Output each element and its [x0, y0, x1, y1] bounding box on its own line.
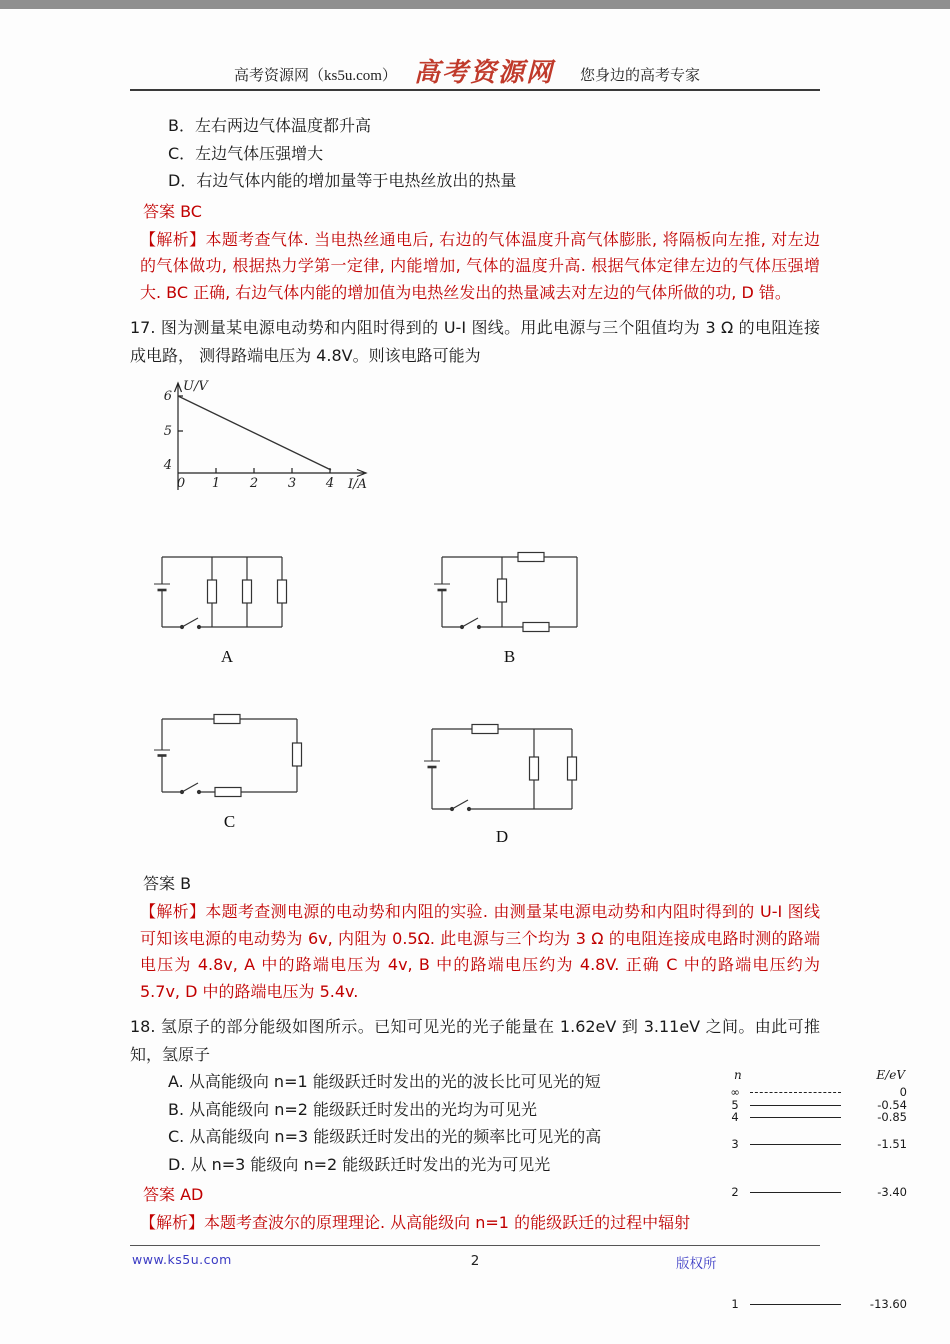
level-n-label: 3 [731, 1137, 739, 1151]
battery-icon [154, 584, 170, 590]
battery-icon [154, 750, 170, 756]
resistor-branches [208, 557, 287, 627]
x-tick-1: 1 [211, 476, 221, 491]
site-name: 高考资源网（ks5u.com） [234, 68, 397, 84]
resistor-icon [472, 725, 498, 734]
circuit-a-label: A [220, 647, 234, 666]
level-line [750, 1192, 841, 1193]
wires [162, 557, 282, 627]
site-slogan: 您身边的高考专家 [580, 68, 701, 84]
n-column-header: n [734, 1068, 742, 1082]
level-line [750, 1092, 841, 1093]
energy-level-row-1 [722, 1298, 907, 1311]
x-tick-4: 4 [325, 476, 335, 491]
energy-level-row-3 [722, 1138, 907, 1151]
q18-option-b: B. 从高能级向 n=2 能级跃迁时发出的光均为可见光 [168, 1099, 538, 1119]
level-n-label: 2 [731, 1185, 739, 1199]
battery-icon [434, 584, 450, 590]
energy-level-row-4 [722, 1111, 907, 1124]
wires [442, 557, 577, 627]
footer-copyright-link[interactable]: 版权所 [676, 1256, 717, 1272]
q18-answer: 答案 AD [143, 1185, 204, 1204]
circuit-d-label: D [495, 827, 509, 846]
resistor-icon [214, 715, 240, 724]
circuit-b-figure [432, 545, 587, 667]
q18-options [130, 1068, 820, 1178]
page-number: 2 [470, 1253, 480, 1269]
header-divider [130, 89, 820, 91]
x-tick-marks [216, 468, 330, 473]
circuit-b-label: B [503, 647, 516, 666]
level-n-label: ∞ [730, 1085, 740, 1099]
resistor-icon [278, 580, 287, 603]
wires [432, 729, 572, 809]
switch-icon [181, 618, 201, 629]
energy-level-diagram [722, 1068, 907, 1333]
q17-analysis: 【解析】本题考查测电源的电动势和内阻的实验. 由测量某电源电动势和内阻时得到的 U-I 图线可知该电源的电动势为 6v, 内阻为 0.5Ω. 此电源与三个均为 3 Ω 的电阻连接成电路时测的路端电压为 4.8v, A 中的路端电压为 4v, B 中的路端电压约为 4.8V. 正确 C 中的路端电压约为 5.7v, D 中的路端电压为 5.4v. [140, 902, 820, 1001]
brand-logo: 高考资源网 [414, 58, 555, 87]
level-energy-label: -13.60 [869, 1297, 907, 1311]
level-energy-label: -3.40 [877, 1185, 907, 1199]
q18-analysis: 【解析】本题考查波尔的原理理论. 从高能级向 n=1 的能级跃迁的过程中辐射 [140, 1213, 691, 1232]
resistor-icon [568, 757, 577, 780]
energy-column-header: E/eV [876, 1068, 905, 1082]
resistor-icon [530, 757, 539, 780]
q16-answer: 答案 BC [143, 201, 202, 221]
middle-resistor-branch [498, 557, 507, 627]
q17-answer: 答案 B [143, 874, 192, 893]
level-line [750, 1117, 841, 1118]
graph-axes [175, 383, 367, 490]
x-tick-3: 3 [287, 476, 297, 491]
circuit-c-svg [152, 707, 307, 802]
ui-graph-figure [138, 375, 820, 495]
page-footer [130, 1245, 820, 1275]
level-n-label: 4 [731, 1110, 739, 1124]
q18-option-d: D. 从 n=3 能级向 n=2 能级跃迁时发出的光为可见光 [168, 1154, 551, 1174]
q18-option-c: C. 从高能级向 n=3 能级跃迁时发出的光的频率比可见光的高 [168, 1127, 602, 1146]
resistor-icon [243, 580, 252, 603]
circuit-figures [130, 495, 820, 867]
circuit-a-figure [152, 545, 302, 667]
graph-labels [163, 379, 367, 492]
y-tick-6: 6 [163, 389, 172, 404]
resistor-icon [208, 580, 217, 603]
switch-icon [461, 618, 481, 629]
level-line [750, 1304, 841, 1305]
level-n-label: 5 [731, 1098, 739, 1112]
level-energy-label: -0.54 [877, 1098, 907, 1112]
level-energy-label: -1.51 [877, 1137, 907, 1151]
q16-options [130, 112, 820, 195]
y-tick-marks [178, 396, 183, 431]
footer-site-link[interactable]: www.ks5u.com [132, 1252, 232, 1267]
q16-option-c: C．左边气体压强增大 [168, 143, 324, 163]
y-tick-5: 5 [163, 424, 172, 439]
y-tick-4: 4 [163, 458, 172, 473]
level-line [750, 1105, 841, 1106]
circuit-d-svg [422, 717, 582, 817]
ui-data-line [178, 396, 331, 470]
wires [162, 719, 297, 792]
q18-stem: 18. 氢原子的部分能级如图所示。已知可见光的光子能量在 1.62eV 到 3.11eV 之间。由此可推知，氢原子 [130, 1017, 820, 1064]
circuit-a-svg [152, 545, 302, 637]
battery-icon [424, 761, 440, 767]
page-header [130, 55, 820, 89]
x-axis-label: I/A [348, 477, 367, 492]
level-energy-label: 0 [899, 1085, 907, 1099]
q18-option-a: A. 从高能级向 n=1 能级跃迁时发出的光的波长比可见光的短 [168, 1072, 601, 1091]
circuit-c-figure [152, 707, 307, 832]
circuit-d-figure [422, 717, 582, 847]
q16-analysis: 【解析】本题考查气体. 当电热丝通电后, 右边的气体温度升高气体膨胀, 将隔板向左推, 对左边的气体做功, 根据热力学第一定律, 内能增加, 气体的温度升高. 根据气体定律左边的气体压强增大. BC 正确, 右边气体内能的增加值为电热丝发出的热量减去对左边的气体所做的功, D 错。 [140, 229, 820, 302]
resistor-icon [518, 553, 544, 562]
energy-level-row-2 [722, 1186, 907, 1199]
resistor-icon [523, 623, 549, 632]
footer-divider [130, 1245, 820, 1246]
resistor-icon [498, 579, 507, 602]
ui-graph-svg [138, 375, 373, 495]
switch-icon [451, 800, 471, 811]
document-body [130, 112, 820, 1237]
resistor-icon [293, 743, 302, 766]
q16-option-d: D．右边气体内能的增加量等于电热丝放出的热量 [168, 171, 517, 190]
level-line [750, 1144, 841, 1145]
resistor-icon [215, 788, 241, 797]
scan-top-edge [0, 0, 950, 9]
circuit-c-label: C [223, 812, 236, 831]
level-energy-label: -0.85 [877, 1110, 907, 1124]
level-n-label: 1 [731, 1297, 739, 1311]
q16-option-b: B．左右两边气体温度都升高 [168, 116, 371, 135]
x-tick-0: 0 [176, 476, 186, 491]
circuit-b-svg [432, 545, 587, 637]
x-tick-2: 2 [249, 476, 259, 491]
q17-stem: 17. 图为测量某电源电动势和内阻时得到的 U-I 图线。用此电源与三个阻值均为 3 Ω 的电阻连接成电路， 测得路端电压为 4.8V。则该电路可能为 [130, 318, 820, 365]
y-axis-label: U/V [183, 379, 208, 394]
switch-icon [181, 783, 201, 794]
parallel-resistor-branches [530, 729, 577, 809]
